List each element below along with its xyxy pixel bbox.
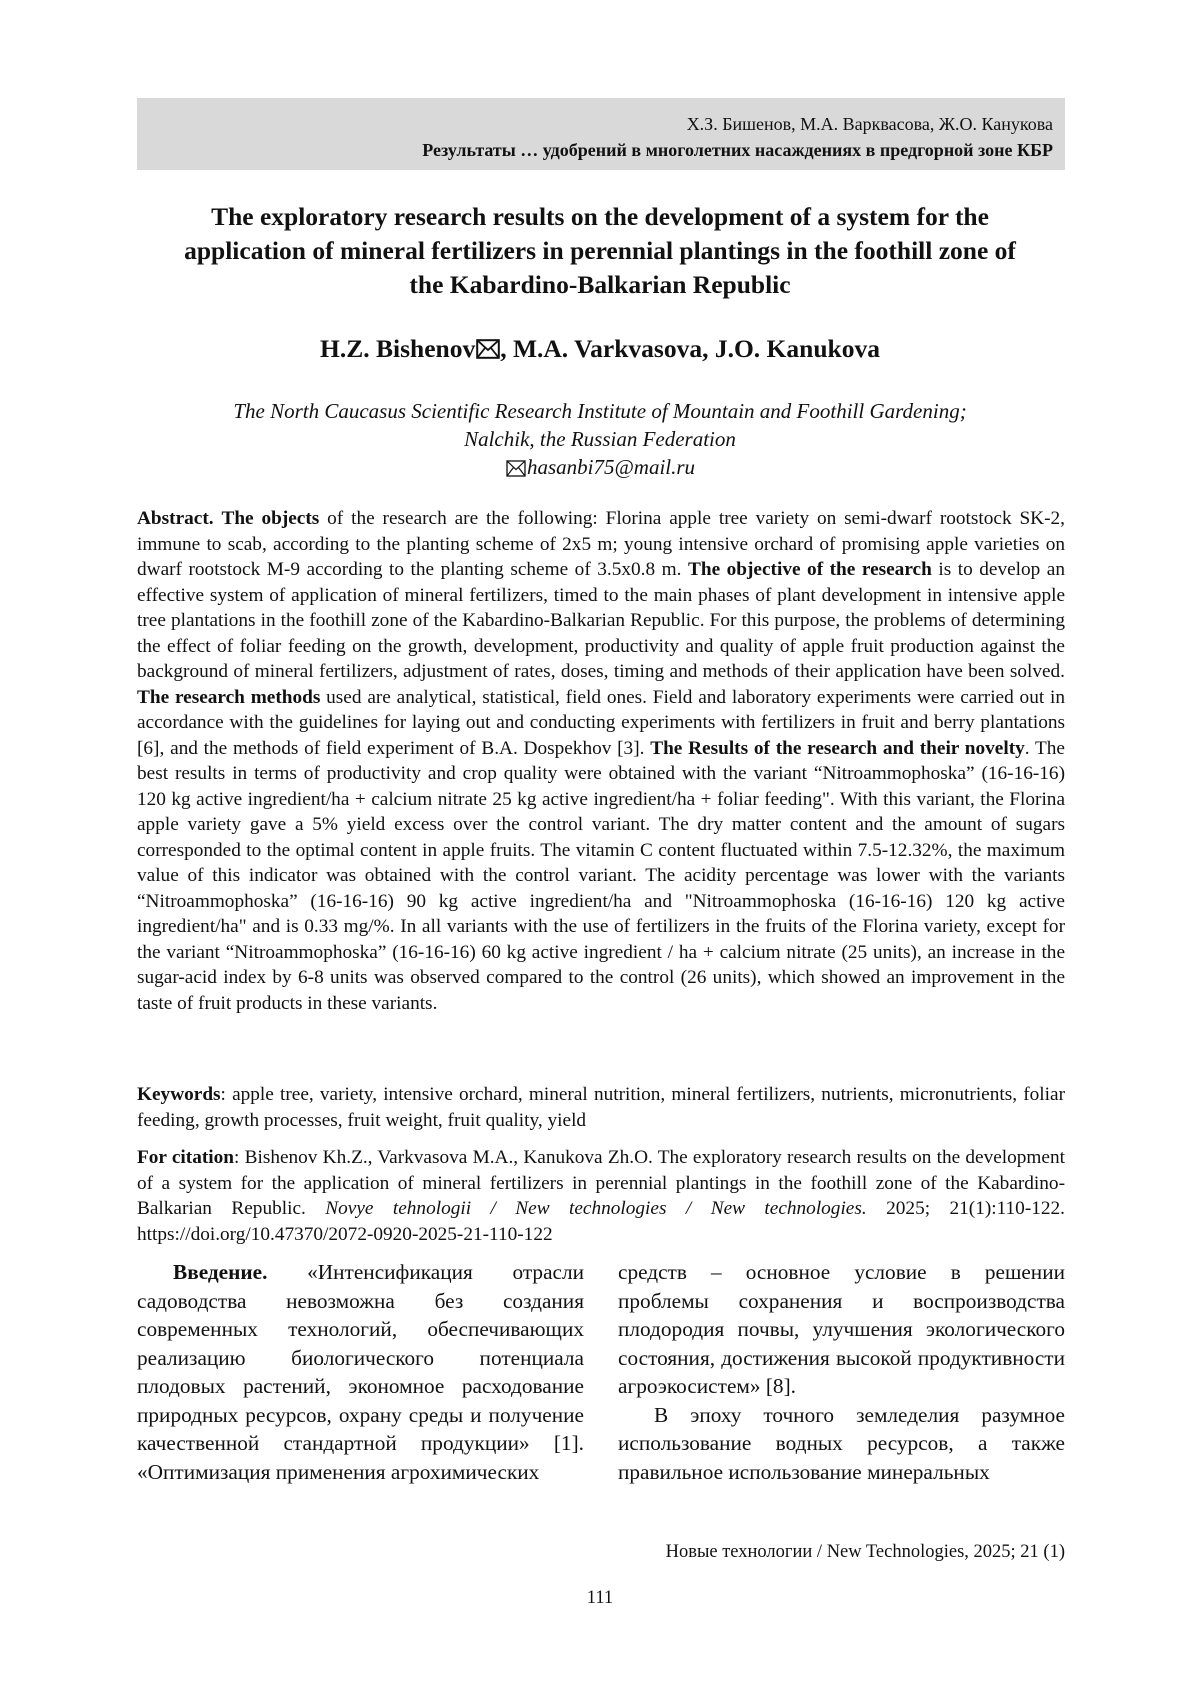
envelope-icon — [506, 456, 526, 484]
author-list — [120, 333, 1080, 367]
page-number: 111 — [586, 1588, 614, 1608]
abstract-results-label: The Results of the research and their novelty — [650, 737, 1025, 759]
body-column-right — [618, 1258, 1065, 1486]
citation-label: For citation — [137, 1147, 234, 1168]
citation-journal: Novye tehnologii / New technologies / New technologies. — [325, 1198, 867, 1219]
affiliation-email-line — [120, 453, 1080, 484]
abstract-objects-label: The objects — [221, 508, 320, 529]
citation — [137, 1145, 1065, 1247]
abstract-label: Abstract. — [137, 508, 214, 529]
title-line-1: The exploratory research results on the development of a system for the — [211, 202, 989, 231]
citation-details: 2025; 21(1):110-122. https://doi.org/10.47370/2072-0920-2025-21-110-122 — [137, 1198, 1065, 1245]
author-first: H.Z. Bishenov — [320, 334, 476, 363]
precision-farming-paragraph: В эпоху точного земледелия разумное использование водных ресурсов, а также правильное использование минеральных — [618, 1402, 1065, 1484]
title-line-3: the Kabardino-Balkarian Republic — [409, 270, 791, 299]
title-line-2: application of mineral fertilizers in perennial plantings in the foothill zone of — [184, 236, 1016, 265]
affiliation-institute: The North Caucasus Scientific Research Institute of Mountain and Foothill Gardening; — [233, 399, 967, 423]
abstract-objective-label: The objective of the research — [687, 559, 932, 580]
keywords — [137, 1082, 1065, 1133]
abstract-methods-text: used are analytical, statistical, field ones. Field and laboratory experiments were carried out in accordance with the guidelines for laying out and conducting experiments with fertilizers in fruit and berry plantations [6], and the methods of field experiment of B.A. Dospekhov [3]. — [137, 686, 1065, 759]
header-title: Результаты … удобрений в многолетних насаждениях в предгорной зоне КБР — [422, 140, 1053, 160]
intro-text: «Интенсификация отрасли садоводства невозможна без создания современных технологий, обеспечивающих реализацию биологического потенциала плодовых растений, экономное расходование природных ресурсов, охрану среды и получение качественной стандартной продукции» [1]. «Оптимизация применения агрохимических — [137, 1260, 584, 1484]
affiliation-location: Nalchik, the Russian Federation — [464, 427, 736, 451]
abstract-methods-label: The research methods — [137, 686, 321, 708]
keywords-text: : apple tree, variety, intensive orchard, mineral nutrition, mineral fertilizers, nutrients, micronutrients, foliar feeding, growth processes, fruit weight, fruit quality, yield — [137, 1084, 1065, 1131]
abstract-objects-text: of the research are the following: Florina apple tree variety on semi-dwarf rootstock SK-2, immune to scab, according to the planting scheme of 2x5 m; young intensive orchard of promising apple varieties on dwarf rootstock M-9 according to the planting scheme of 3.5x0.8 m. — [137, 508, 1065, 580]
envelope-icon — [476, 335, 500, 367]
continued-paragraph: средств – основное условие в решении проблемы сохранения и воспроизводства плодородия почвы, улучшения экологического состояния, достижения высокой продуктивности агроэкосистем» [8]. — [618, 1260, 1065, 1398]
citation-text: : Bishenov Kh.Z., Varkvasova M.A., Kanukova Zh.O. The exploratory research results on the development of a system for the application of mineral fertilizers in perennial plantings in the foothill zone of the Kabardino-Balkarian Republic. — [137, 1147, 1065, 1219]
intro-label: Введение. — [173, 1260, 268, 1284]
abstract-results-text: . The best results in terms of productivity and crop quality were obtained with the variant “Nitroammophoska” (16-16-16) 120 kg active ingredient/ha + calcium nitrate 25 kg active ingredient/ha + foliar feeding". With this variant, the Florina apple variety gave a 5% yield excess over the control variant. The dry matter content and the amount of sugars corresponded to the optimal content in apple fruits. The vitamin C content fluctuated within 7.5-12.32%, the maximum value of this indicator was obtained with the control variant. The acidity percentage was lower with the variants “Nitroammophoska” (16-16-16) 90 kg active ingredient/ha and "Nitroammophoska (16-16-16) 120 kg active ingredient/ha" and is 0.33 mg/%. In all variants with the use of fertilizers in the fruits of the Florina variety, except for the variant “Nitroammophoska” (16-16-16) 60 kg active ingredient / ha + calcium nitrate (25 units), an increase in the sugar-acid index by 6-8 units was observed compared to the control (26 units), which showed an improvement in the taste of fruit products in these variants. — [137, 737, 1065, 1014]
intro-paragraph — [137, 1258, 584, 1486]
abstract-objective-text: is to develop an effective system of application of mineral fertilizers, timed to the main phases of plant development in intensive apple tree plantations in the foothill zone of the Kabardino-Balkarian Republic. For this purpose, the problems of determining the effect of foliar feeding on the growth, development, productivity and quality of apple fruit production against the background of mineral fertilizers, adjustment of rates, doses, timing and methods of their application have been solved. — [137, 559, 1066, 682]
affiliation — [120, 397, 1080, 484]
affiliation-email[interactable]: hasanbi75@mail.ru — [526, 455, 696, 479]
article-title — [120, 200, 1080, 302]
author-others: , M.A. Varkvasova, J.O. Kanukova — [500, 334, 880, 363]
running-header — [137, 98, 1065, 170]
keywords-label: Keywords — [137, 1084, 221, 1105]
body-column-left — [137, 1258, 584, 1486]
footer-journal: Новые технологии / New Technologies, 2025; 21 (1) — [665, 1542, 1065, 1562]
header-authors: Х.З. Бишенов, М.А. Варквасова, Ж.О. Канукова — [686, 114, 1053, 134]
abstract — [137, 506, 1065, 1016]
